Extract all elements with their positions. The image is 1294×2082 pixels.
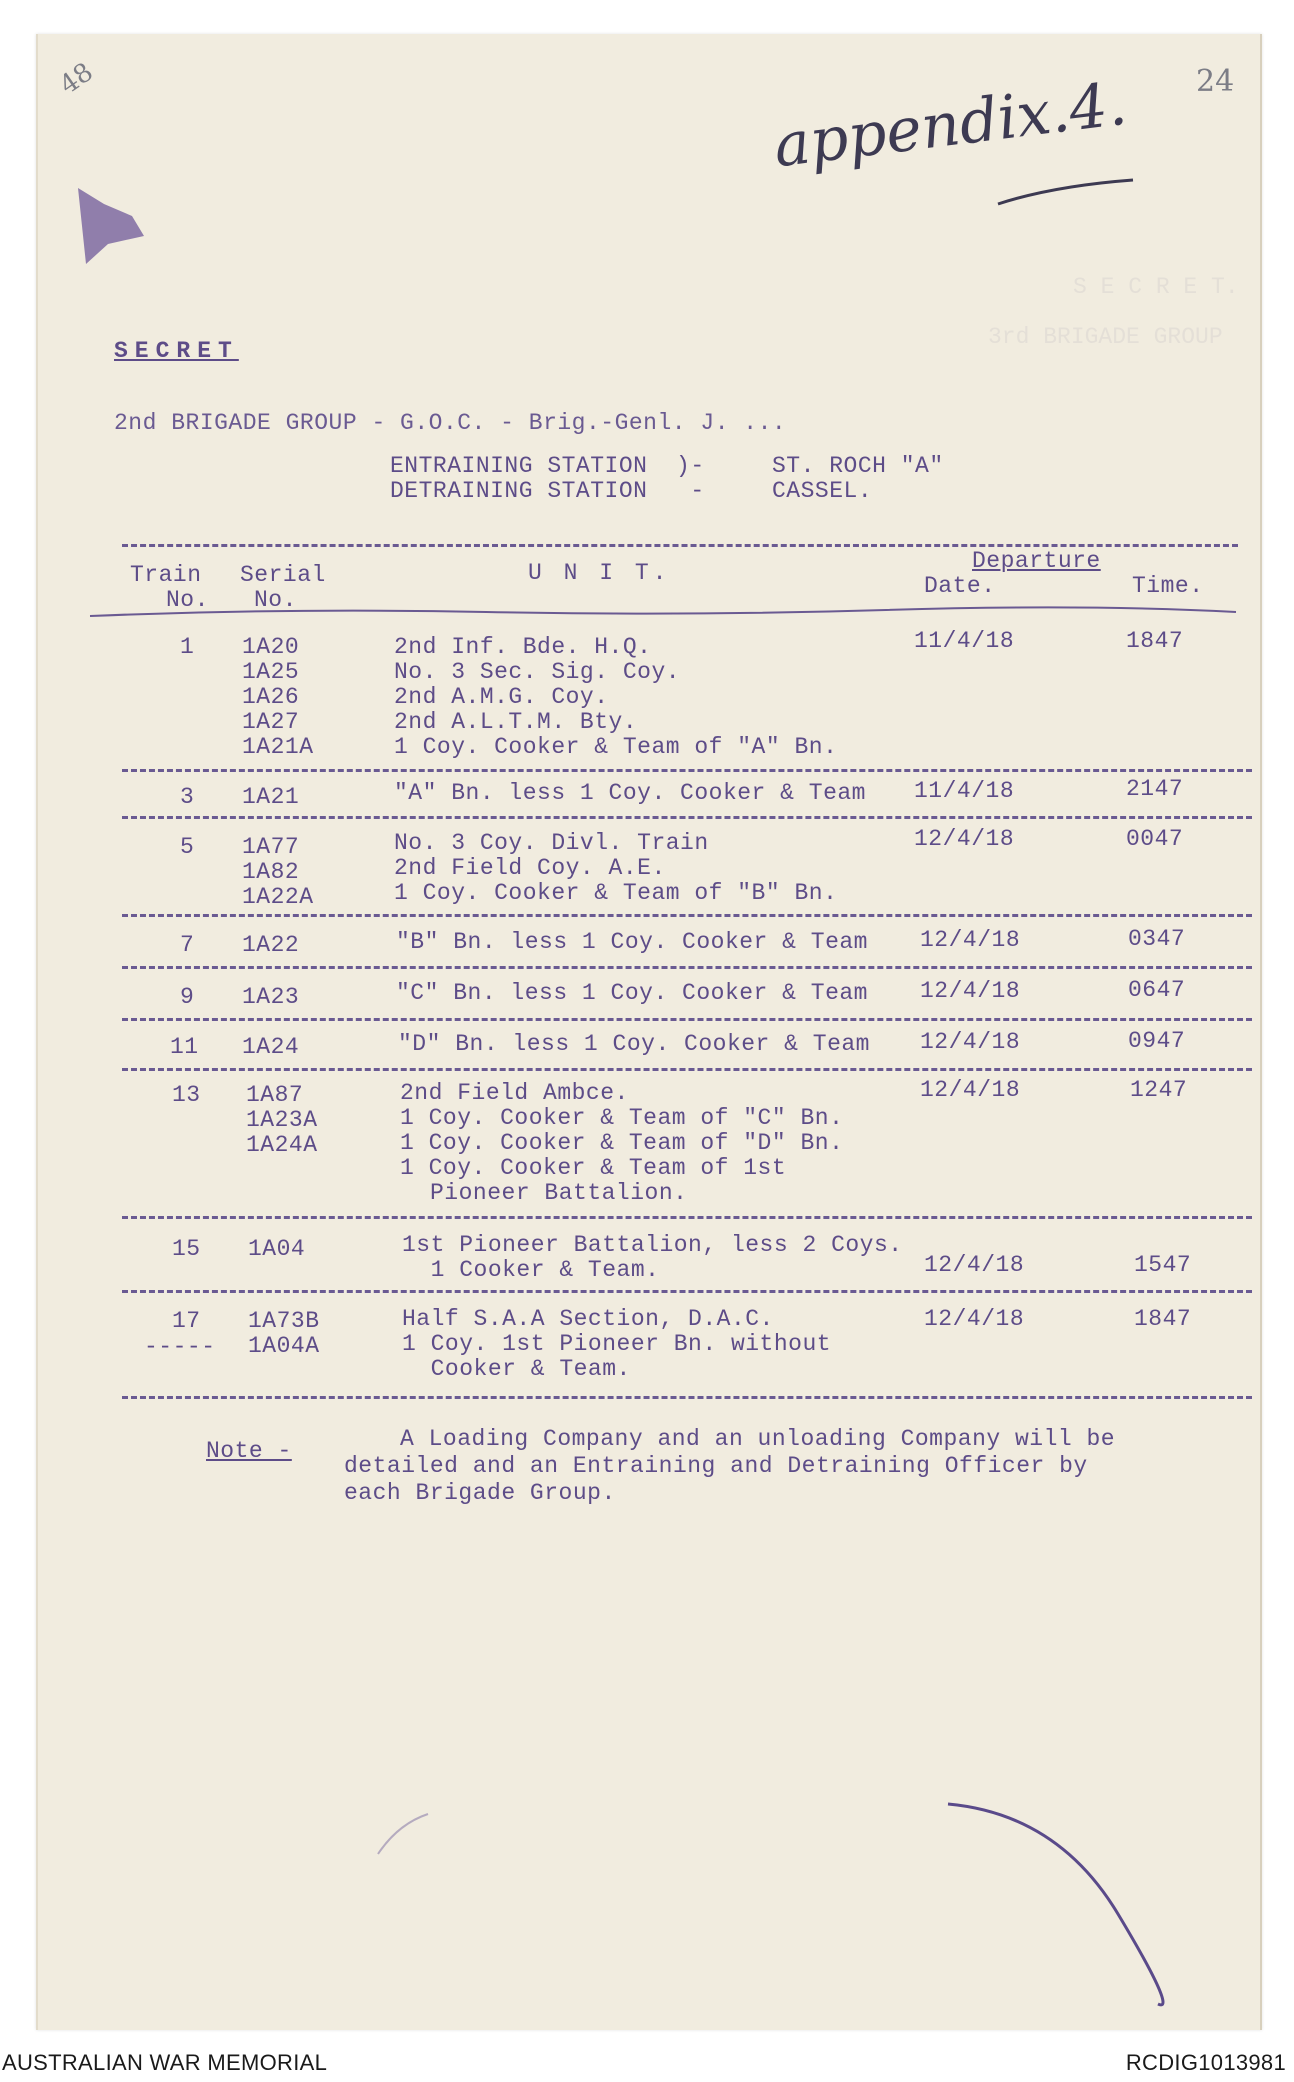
departure-time: 1847 — [1126, 628, 1184, 654]
train-number: 11 — [170, 1034, 199, 1060]
row-divider — [122, 816, 1252, 819]
unit-name: 2nd Field Ambce. — [400, 1080, 629, 1106]
header-time: Time. — [1132, 573, 1204, 599]
unit-name: "C" Bn. less 1 Coy. Cooker & Team — [396, 980, 868, 1006]
serial-number: 1A26 — [242, 684, 300, 710]
classification-heading: SECRET — [114, 338, 239, 364]
header-serial: Serial — [240, 562, 326, 588]
departure-date: 12/4/18 — [920, 1077, 1021, 1103]
departure-time: 1547 — [1134, 1252, 1192, 1278]
serial-number: 1A27 — [242, 709, 300, 735]
serial-number: 1A22A — [242, 884, 314, 910]
unit-name: Pioneer Battalion. — [430, 1180, 688, 1206]
unit-name: 1 Coy. Cooker & Team of 1st — [400, 1155, 787, 1181]
train-number: 9 — [180, 984, 195, 1010]
train-number: 7 — [180, 932, 195, 958]
serial-number: 1A23 — [242, 984, 300, 1010]
entraining-station-value: ST. ROCH "A" — [772, 453, 944, 479]
folio-number-pencil: 48 — [54, 57, 99, 101]
row-divider — [122, 1018, 1252, 1021]
serial-number: 1A87 — [246, 1082, 304, 1108]
header-unit: U N I T. — [528, 560, 671, 586]
page-number: 24 — [1196, 64, 1235, 99]
row-divider — [122, 1216, 1252, 1219]
departure-date: 12/4/18 — [924, 1306, 1025, 1332]
departure-date: 12/4/18 — [914, 826, 1015, 852]
train-number: 1 — [180, 634, 195, 660]
header-train: Train — [130, 562, 202, 588]
serial-number: 1A04A — [248, 1333, 320, 1359]
pen-stroke-mark — [938, 1774, 1178, 2014]
unit-name: 2nd A.M.G. Coy. — [394, 684, 609, 710]
note-line: each Brigade Group. — [344, 1480, 616, 1506]
departure-time: 0347 — [1128, 926, 1186, 952]
document-page — [36, 34, 1262, 2030]
row-divider — [122, 1068, 1252, 1071]
train-number: 3 — [180, 784, 195, 810]
serial-number: 1A04 — [248, 1236, 306, 1262]
departure-time: 0947 — [1128, 1028, 1186, 1054]
brigade-group-line: 2nd BRIGADE GROUP - G.O.C. - Brig.-Genl. J. ... — [114, 410, 787, 436]
unit-name: No. 3 Sec. Sig. Coy. — [394, 659, 681, 685]
note-line: A Loading Company and an unloading Company will be — [400, 1426, 1116, 1452]
serial-number: 1A25 — [242, 659, 300, 685]
departure-date: 12/4/18 — [920, 1029, 1021, 1055]
unit-name: "D" Bn. less 1 Coy. Cooker & Team — [398, 1031, 870, 1057]
departure-time: 1847 — [1134, 1306, 1192, 1332]
ink-stain — [74, 184, 184, 274]
unit-name: 2nd Field Coy. A.E. — [394, 855, 666, 881]
unit-name: 1st Pioneer Battalion, less 2 Coys. — [402, 1232, 903, 1258]
header-serial-no: No. — [254, 587, 297, 613]
table-bottom-rule — [122, 1396, 1252, 1399]
unit-name: 1 Coy. Cooker & Team of "D" Bn. — [400, 1130, 844, 1156]
serial-number: 1A77 — [242, 834, 300, 860]
unit-name: No. 3 Coy. Divl. Train — [394, 830, 709, 856]
unit-name: 1 Coy. 1st Pioneer Bn. without — [402, 1331, 832, 1357]
serial-number: 1A21A — [242, 734, 314, 760]
header-date: Date. — [924, 573, 996, 599]
header-departure: Departure — [972, 548, 1101, 574]
departure-time: 0047 — [1126, 826, 1184, 852]
departure-date: 12/4/18 — [920, 978, 1021, 1004]
row-divider — [122, 769, 1252, 772]
note-line: detailed and an Entraining and Detraining Officer by — [344, 1453, 1088, 1479]
note-label: Note - — [206, 1438, 292, 1464]
departure-date: 12/4/18 — [924, 1252, 1025, 1278]
detraining-station-value: CASSEL. — [772, 478, 873, 504]
unit-name: Cooker & Team. — [402, 1356, 631, 1382]
departure-date: 11/4/18 — [914, 778, 1015, 804]
detraining-station-label: DETRAINING STATION - — [390, 478, 705, 504]
train-dash-mark: ----- — [144, 1334, 216, 1360]
row-divider — [122, 914, 1252, 917]
unit-name: Half S.A.A Section, D.A.C. — [402, 1306, 774, 1332]
entraining-station-label: ENTRAINING STATION )- — [390, 453, 705, 479]
row-divider — [122, 1290, 1252, 1293]
serial-number: 1A24 — [242, 1034, 300, 1060]
bleed-through-text: 3rd BRIGADE GROUP — [988, 324, 1223, 350]
bleed-through-text: S E C R E T. — [1073, 274, 1239, 300]
train-number: 5 — [180, 834, 195, 860]
departure-date: 12/4/18 — [920, 927, 1021, 953]
departure-date: 11/4/18 — [914, 628, 1015, 654]
header-wavy-rule — [86, 594, 1246, 624]
unit-name: 1 Coy. Cooker & Team of "A" Bn. — [394, 734, 838, 760]
train-number: 15 — [172, 1236, 201, 1262]
train-number: 17 — [172, 1308, 201, 1334]
unit-name: "B" Bn. less 1 Coy. Cooker & Team — [396, 929, 868, 955]
serial-number: 1A23A — [246, 1107, 318, 1133]
departure-time: 1247 — [1130, 1077, 1188, 1103]
serial-number: 1A82 — [242, 859, 300, 885]
serial-number: 1A20 — [242, 634, 300, 660]
departure-time: 0647 — [1128, 977, 1186, 1003]
archive-identifier: RCDIG1013981 — [1125, 2050, 1286, 2075]
handwritten-annotation: appendix.4. — [770, 68, 1131, 182]
unit-name: 1 Cooker & Team. — [402, 1257, 660, 1283]
serial-number: 1A22 — [242, 932, 300, 958]
train-number: 13 — [172, 1082, 201, 1108]
handwritten-underline — [993, 174, 1143, 214]
unit-name: 2nd A.L.T.M. Bty. — [394, 709, 638, 735]
serial-number: 1A73B — [248, 1308, 320, 1334]
unit-name: "A" Bn. less 1 Coy. Cooker & Team — [394, 780, 866, 806]
header-train-no: No. — [166, 587, 209, 613]
ink-smudge — [368, 1794, 448, 1874]
unit-name: 2nd Inf. Bde. H.Q. — [394, 634, 652, 660]
serial-number: 1A24A — [246, 1132, 318, 1158]
departure-time: 2147 — [1126, 776, 1184, 802]
serial-number: 1A21 — [242, 784, 300, 810]
unit-name: 1 Coy. Cooker & Team of "C" Bn. — [400, 1105, 844, 1131]
archive-credit: AUSTRALIAN WAR MEMORIAL — [2, 2050, 328, 2075]
table-top-rule — [122, 544, 1238, 547]
row-divider — [122, 966, 1252, 969]
unit-name: 1 Coy. Cooker & Team of "B" Bn. — [394, 880, 838, 906]
